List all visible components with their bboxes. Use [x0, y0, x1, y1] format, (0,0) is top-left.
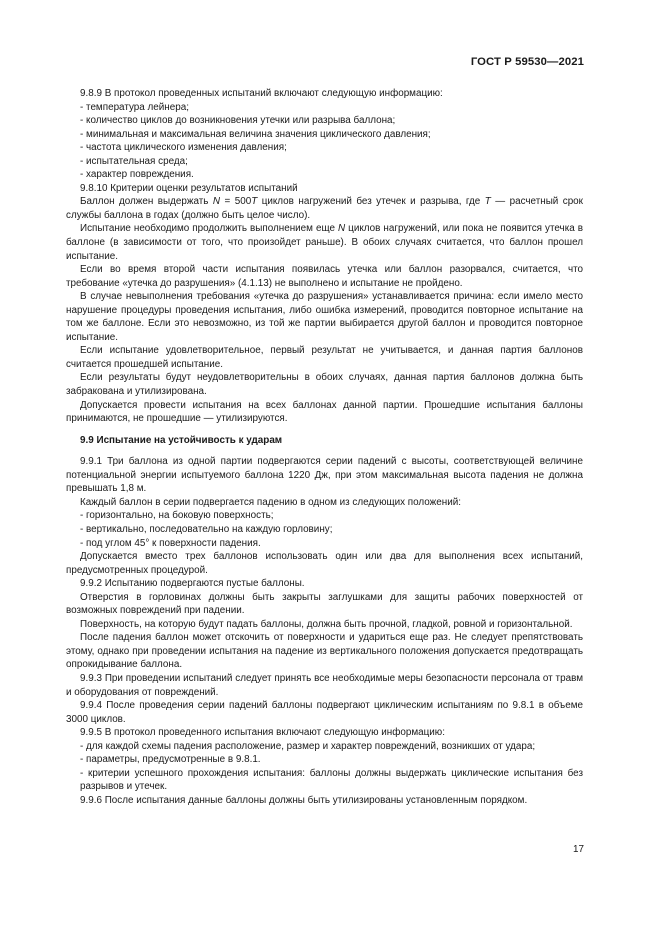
paragraph-9-8-9-intro: 9.8.9 В протокол проведенных испытаний включают следующую информацию: [80, 88, 443, 99]
list-item: - параметры, предусмотренные в 9.8.1. [80, 754, 261, 766]
paragraph: После падения баллон может отскочить от поверхности и удариться еще раз. Не следует препятствовать этому, однако при проведении испытания на падение из вертикального положения допускается предотвращать опрокидывание баллона. [66, 632, 583, 671]
paragraph: Допускается провести испытания на всех баллонах данной партии. Прошедшие испытания баллоны принимаются, не прошедшие — утилизируются. [66, 399, 583, 425]
paragraph: 9.9.6 После испытания данные баллоны должны быть утилизированы установленным порядком. [80, 794, 528, 806]
paragraph: 9.9.2 Испытанию подвергаются пустые баллоны. [80, 578, 305, 590]
paragraph: 9.9.4 После проведения серии падений баллоны подвергают циклическим испытаниям по 9.8.1 в объеме 3000 циклов. [66, 700, 583, 725]
paragraph: Если испытание удовлетворительное, первый результат не учитывается, и данная партия баллонов считается прошедшей испытание. [66, 345, 583, 370]
list-item: - температура лейнера; [80, 101, 189, 113]
paragraph: Испытание необходимо продолжить выполнением еще N циклов нагружений, или пока не появится утечка в баллоне (в зависимости от того, что произойдет раньше). В обоих случаях считается, что баллон прошел испытание. [66, 223, 583, 262]
paragraph: Если результаты будут неудовлетворительны в обоих случаях, данная партия баллонов должна быть забракована и утилизирована. [66, 372, 583, 398]
list-item: - испытательная среда; [80, 155, 188, 167]
list-item: - частота циклического изменения давления; [80, 142, 287, 154]
list-item: - характер повреждения. [80, 169, 194, 181]
section-title-9-9: 9.9 Испытание на устойчивость к ударам [80, 434, 283, 446]
subsection-title-9-8-10: 9.8.10 Критерии оценки результатов испытаний [80, 182, 298, 194]
document-header: ГОСТ Р 59530—2021 [470, 56, 584, 68]
page-number: 17 [573, 844, 584, 855]
paragraph: 9.9.1 Три баллона из одной партии подвергаются серии падений с высоты, соответствующей величине потенциальной энергии испытуемого баллона 1220 Дж, при этом максимальная высота падения не должна превышать 1,8 м. [66, 456, 583, 495]
paragraph: 9.9.5 В протокол проведенного испытания включают следующую информацию: [80, 727, 445, 739]
document-body [66, 87, 583, 807]
paragraph: Поверхность, на которую будут падать баллоны, должна быть прочной, гладкой, ровной и горизонтальной. [80, 618, 573, 630]
list-item: - для каждой схемы падения расположение, размер и характер повреждений, возникших от удара; [80, 740, 536, 752]
paragraph: В случае невыполнения требования «утечка до разрушения» устанавливается причина: если имело место нарушение процедуры проведения испытания, либо ошибка измерений, проводится повторное испытание на том же баллоне. Если это невозможно, из той же партии выбирается другой баллон и проводится повторное испытание. [66, 291, 583, 343]
paragraph: 9.9.3 При проведении испытаний следует принять все необходимые меры безопасности персонала от травм и оборудования от повреждений. [66, 672, 583, 698]
list-item: - минимальная и максимальная величина значения циклического давления; [80, 128, 431, 140]
list-item: - вертикально, последовательно на каждую горловину; [80, 523, 333, 535]
list-item: - количество циклов до возникновения утечки или разрыва баллона; [80, 115, 396, 127]
paragraph: Каждый баллон в серии подвергается падению в одном из следующих положений: [80, 496, 461, 508]
list-item: - критерии успешного прохождения испытания: баллоны должны выдержать циклические испытания без разрывов и утечек. [80, 767, 583, 793]
paragraph: Допускается вместо трех баллонов использовать один или два для выполнения всех испытаний, предусмотренных процедурой. [66, 551, 583, 576]
paragraph: Если во время второй части испытания появилась утечка или баллон разорвался, считается, что требование «утечка до разрушения» (4.1.13) не выполнено и испытание не пройдено. [66, 264, 583, 289]
paragraph: Отверстия в горловинах должны быть закрыты заглушками для защиты рабочих поверхностей от возможных повреждений при падении. [66, 591, 583, 617]
list-item: - под углом 45° к поверхности падения. [80, 537, 261, 549]
paragraph: Баллон должен выдержать N = 500T циклов нагружений без утечек и разрыва, где T — расчетный срок службы баллона в годах (должно быть целое число). [66, 196, 583, 221]
list-item: - горизонтально, на боковую поверхность; [80, 510, 274, 522]
